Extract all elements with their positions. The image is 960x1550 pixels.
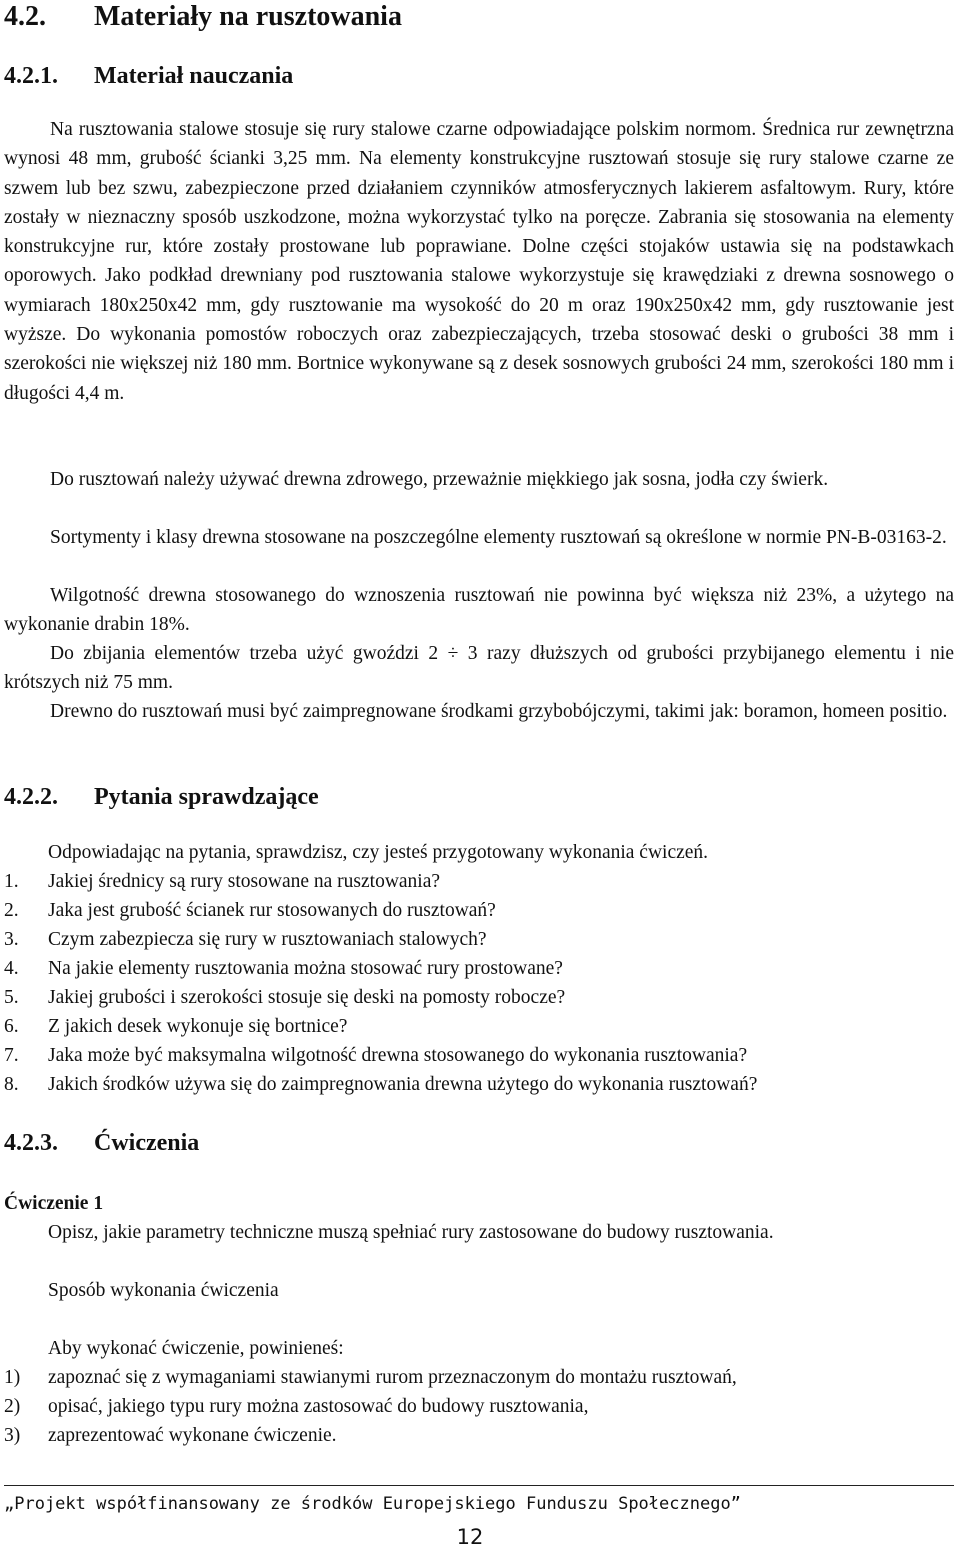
sentence: Bortnice wykonywane są z desek sosnowych grubości 24 mm, szerokości 180 mm i długości 4,4 m. <box>4 353 954 404</box>
item-number: 2. <box>4 900 19 921</box>
subsection-number: 4.2.1. <box>4 63 58 89</box>
sentence: Dolne części stojaków ustawia się na podstawkach oporowych. <box>4 236 954 287</box>
paragraph-pipes-and-timber <box>4 115 954 408</box>
question-text: Jakiej średnicy są rury stosowane na rusztowania? <box>48 871 441 892</box>
question-text: Na jakie elementy rusztowania można stosować rury prostowane? <box>48 958 563 979</box>
section-heading <box>4 0 402 34</box>
subsection-heading-questions <box>4 782 319 812</box>
sentence: Na elementy konstrukcyjne rusztowań stosuje się rury stalowe czarne ze szwem lub bez szwu, zabezpieczone przed działaniem czynników atmosferycznych lakierem asfaltowym. <box>4 148 954 199</box>
subsection-number: 4.2.2. <box>4 784 58 810</box>
list-item <box>4 1012 757 1041</box>
item-number: 5. <box>4 987 19 1008</box>
footer-divider <box>4 1485 954 1486</box>
item-number: 1. <box>4 871 19 892</box>
step-number: 2) <box>4 1396 21 1417</box>
exercise-title: Ćwiczenie 1 <box>4 1193 104 1214</box>
item-number: 4. <box>4 958 19 979</box>
question-text: Jaka może być maksymalna wilgotność drewna stosowanego do wykonania rusztowania? <box>48 1045 748 1066</box>
item-number: 3. <box>4 929 19 950</box>
item-number: 6. <box>4 1016 19 1037</box>
item-number: 8. <box>4 1074 19 1095</box>
list-item <box>4 896 757 925</box>
sentence: Do wykonania pomostów roboczych oraz zabezpieczających, trzeba stosować deski o grubości 38 mm i szerokości nie większej niż 180 mm. <box>4 324 954 375</box>
list-item <box>4 1392 737 1421</box>
question-text: Jakiej grubości i szerokości stosuje się deski na pomosty robocze? <box>48 987 566 1008</box>
exercise-steps-intro: Aby wykonać ćwiczenie, powinieneś: <box>48 1338 344 1359</box>
question-text: Z jakich desek wykonuje się bortnice? <box>48 1016 348 1037</box>
questions-intro: Odpowiadając na pytania, sprawdzisz, czy jesteś przygotowany wykonania ćwiczeń. <box>48 842 709 863</box>
step-text: zapoznać się z wymaganiami stawianymi rurom przeznaczonym do montażu rusztowań, <box>48 1367 737 1388</box>
list-item <box>4 1421 737 1450</box>
subsection-heading-exercises <box>4 1128 199 1158</box>
step-text: zaprezentować wykonane ćwiczenie. <box>48 1425 337 1446</box>
question-text: Jakich środków używa się do zaimpregnowania drewna użytego do wykonania rusztowań? <box>48 1074 758 1095</box>
list-item <box>4 867 757 896</box>
footer-funding-note: „Projekt współfinansowany ze środków Europejskiego Funduszu Społecznego” <box>4 1494 741 1514</box>
question-text: Czym zabezpiecza się rury w rusztowaniach stalowych? <box>48 929 487 950</box>
subsection-title: Materiał nauczania <box>94 63 294 89</box>
list-item <box>4 1070 757 1099</box>
paragraph-wood-norm: Sortymenty i klasy drewna stosowane na poszczególne elementy rusztowań są określone w normie PN-B-03163-2. <box>50 527 947 548</box>
page-number: 12 <box>456 1525 484 1549</box>
sentence: Rury, które zostały w nieznaczny sposób uszkodzone, można wykorzystać tylko na poręcze. <box>4 177 954 228</box>
sentence: Na rusztowania stalowe stosuje się rury stalowe czarne odpowiadające polskim normom. Średnica rur zewnętrzna wynosi 48 mm, grubość ścianki 3,25 mm. <box>4 119 954 170</box>
subsection-number: 4.2.3. <box>4 1130 58 1156</box>
step-number: 1) <box>4 1367 21 1388</box>
paragraph-wood-type: Do rusztowań należy używać drewna zdrowego, przeważnie miękkiego jak sosna, jodła czy świerk. <box>50 469 829 490</box>
question-text: Jaka jest grubość ścianek rur stosowanych do rusztowań? <box>48 900 496 921</box>
subsection-title: Pytania sprawdzające <box>94 784 319 810</box>
questions-list <box>4 867 757 1099</box>
paragraph-nails: Do zbijania elementów trzeba użyć gwoździ 2 ÷ 3 razy dłuższych od grubości przybijanego elementu i nie krótszych niż 75 mm. <box>4 643 954 694</box>
subsection-heading-material <box>4 61 293 91</box>
exercise-method-heading: Sposób wykonania ćwiczenia <box>48 1280 279 1301</box>
list-item <box>4 1363 737 1392</box>
list-item <box>4 1041 757 1070</box>
subsection-title: Ćwiczenia <box>94 1130 200 1156</box>
paragraph-impregnation: Drewno do rusztowań musi być zaimpregnowane środkami grzybobójczymi, takimi jak: boramon, homeen positio. <box>50 701 948 722</box>
step-text: opisać, jakiego typu rury można zastosować do budowy rusztowania, <box>48 1396 589 1417</box>
sentence: Zabrania się stosowania na elementy konstrukcyjne rur, które zostały prostowane lub poprawiane. <box>4 206 955 258</box>
section-number: 4.2. <box>4 1 46 32</box>
item-number: 7. <box>4 1045 19 1066</box>
paragraph-moisture: Wilgotność drewna stosowanego do wznoszenia rusztowań nie powinna być większa niż 23%, a użytego na wykonanie drabin 18%. <box>4 585 954 636</box>
list-item <box>4 954 757 983</box>
step-number: 3) <box>4 1425 21 1446</box>
exercise-task: Opisz, jakie parametry techniczne muszą spełniać rury zastosowane do budowy rusztowania. <box>48 1222 774 1243</box>
sentence: Jako podkład drewniany pod rusztowania stalowe wykorzystuje się krawędziaki z drewna sosnowego o wymiarach 180x250x42 mm, gdy rusztowanie ma wysokość do 20 m oraz 190x250x42 mm, gdy rusztowanie jest wyższe. <box>4 265 954 346</box>
exercise-steps-list <box>4 1363 737 1450</box>
section-title: Materiały na rusztowania <box>94 1 402 32</box>
list-item <box>4 983 757 1012</box>
list-item <box>4 925 757 954</box>
